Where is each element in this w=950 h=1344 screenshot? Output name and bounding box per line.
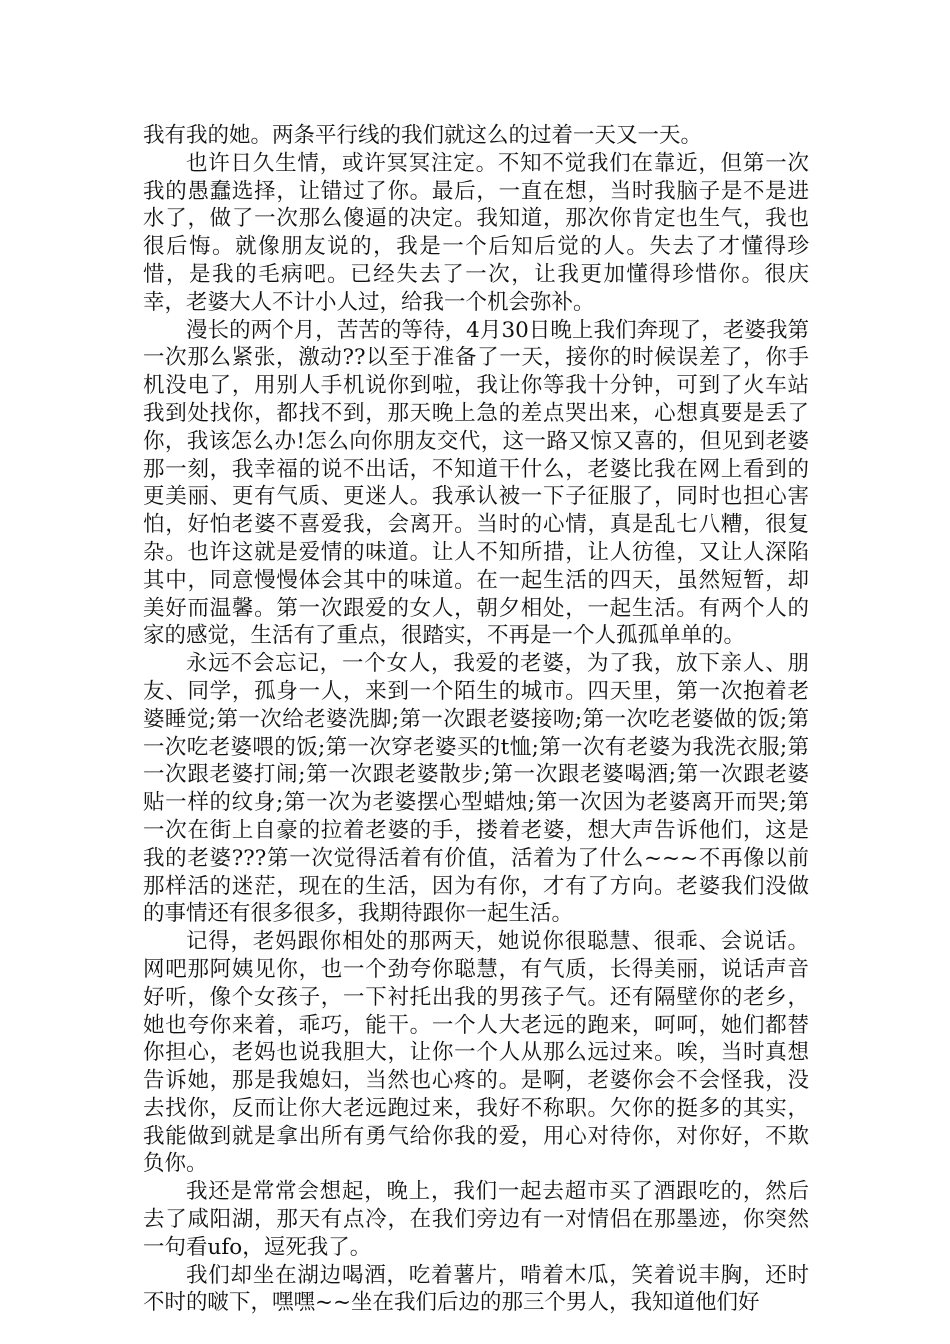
paragraph: 永远不会忘记，一个女人，我爱的老婆，为了我，放下亲人、朋友、同学，孤身一人，来到一个陌生的城市。四天里，第一次抱着老婆睡觉;第一次给老婆洗脚;第一次跟老婆接吻;第一次吃老婆做的饭;第一次吃老婆喂的饭;第一次穿老婆买的t恤;第一次有老婆为我洗衣服;第一次跟老婆打闹;第一次跟老婆散步;第一次跟老婆喝酒;第一次跟老婆贴一样的纹身;第一次为老婆摆心型蜡烛;第一次因为老婆离开而哭;第一次在街上自豪的拉着老婆的手，搂着老婆，想大声告诉他们，这是我的老婆???第一次觉得活着有价值，活着为了什么~~~不再像以前那样活的迷茫，现在的生活，因为有你，才有了方向。老婆我们没做的事情还有很多很多，我期待跟你一起生活。 [143, 651, 809, 927]
paragraph: 我们却坐在湖边喝酒，吃着薯片，啃着木瓜，笑着说丰胸，还时不时的啵下，嘿嘿~~坐在我们后边的那三个男人，我知道他们好 [143, 1262, 809, 1316]
paragraph: 漫长的两个月，苦苦的等待，4月30日晚上我们奔现了，老婆我第一次那么紧张，激动??以至于准备了一天，接你的时候误差了，你手机没电了，用别人手机说你到啦，我让你等我十分钟，可到了火车站我到处找你，都找不到，那天晚上急的差点哭出来，心想真要是丢了你，我该怎么办!怎么向你朋友交代，这一路又惊又喜的，但见到老婆那一刻，我幸福的说不出话，不知道干什么，老婆比我在网上看到的更美丽、更有气质、更迷人。我承认被一下子征服了，同时也担心害怕，好怕老婆不喜爱我，会离开。当时的心情，真是乱七八糟，很复杂。也许这就是爱情的味道。让人不知所措，让人彷徨，又让人深陷其中，同意慢慢体会其中的味道。在一起生活的四天，虽然短暂，却美好而温馨。第一次跟爱的女人，朝夕相处，一起生活。有两个人的家的感觉，生活有了重点，很踏实，不再是一个人孤孤单单的。 [143, 317, 809, 649]
paragraph: 也许日久生情，或许冥冥注定。不知不觉我们在靠近，但第一次我的愚蠢选择，让错过了你。最后，一直在想，当时我脑子是不是进水了，做了一次那么傻逼的决定。我知道，那次你肯定也生气，我也很后悔。就像朋友说的，我是一个后知后觉的人。失去了才懂得珍惜，是我的毛病吧。已经失去了一次，让我更加懂得珍惜你。很庆幸，老婆大人不计小人过，给我一个机会弥补。 [143, 150, 809, 315]
paragraph: 记得，老妈跟你相处的那两天，她说你很聪慧、很乖、会说话。网吧那阿姨见你，也一个劲夸你聪慧，有气质，长得美丽，说话声音好听，像个女孩子，一下衬托出我的男孩子气。还有隔壁你的老乡，她也夸你来着，乖巧，能干。一个人大老远的跑来，呵呵，她们都替你担心，老妈也说我胆大，让你一个人从那么远过来。唉，当时真想告诉她，那是我媳妇，当然也心疼的。是啊，老婆你会不会怪我，没去找你，反而让你大老远跑过来，我好不称职。欠你的挺多的其实，我能做到就是拿出所有勇气给你我的爱，用心对待你，对你好，不欺负你。 [143, 929, 809, 1177]
document-page [143, 122, 809, 1317]
paragraph-continuation: 我有我的她。两条平行线的我们就这么的过着一天又一天。 [143, 123, 703, 148]
paragraph: 我还是常常会想起，晚上，我们一起去超市买了酒跟吃的，然后去了咸阳湖，那天有点冷，在我们旁边有一对情侣在那墨迹，你突然一句看ufo，逗死我了。 [143, 1179, 809, 1260]
